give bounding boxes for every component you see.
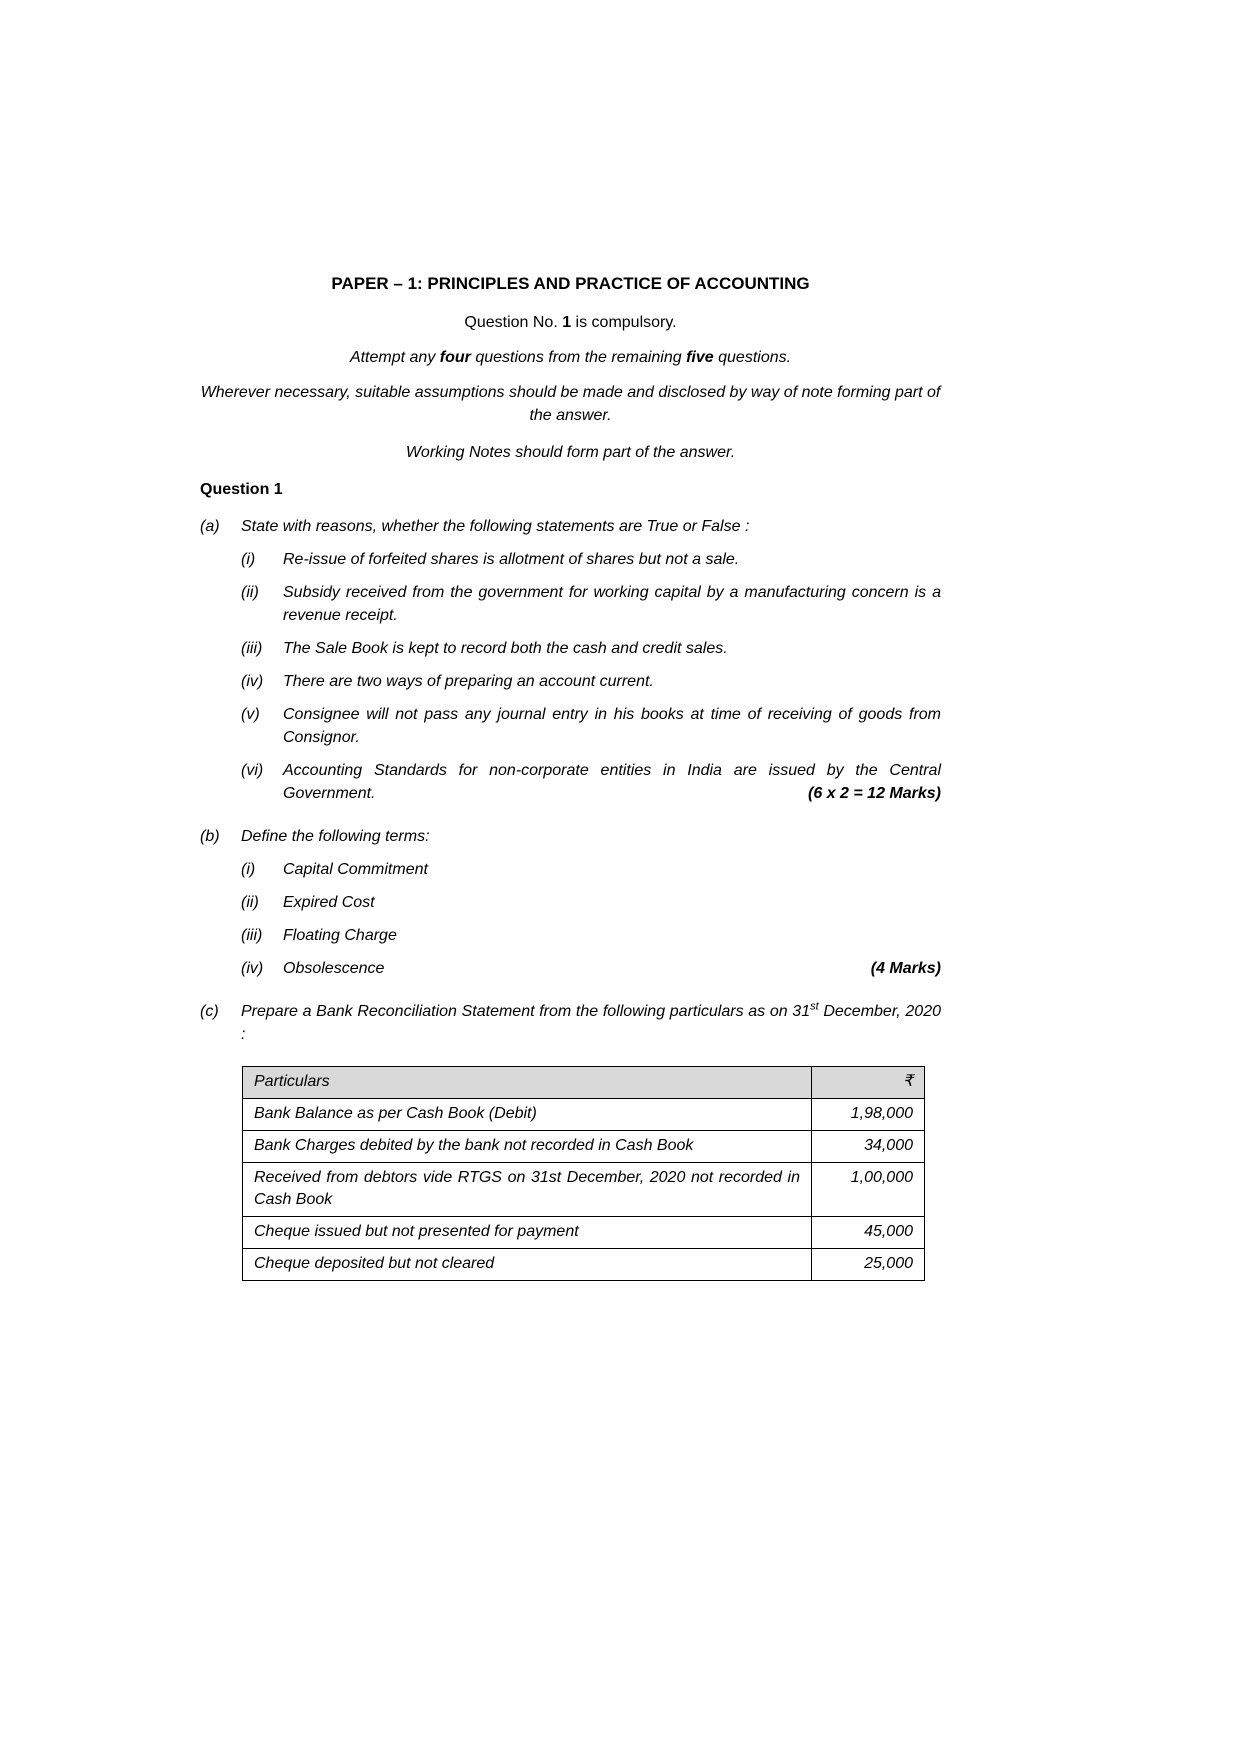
part-a-intro: State with reasons, whether the following statements are True or False : (241, 518, 750, 535)
item-text: Subsidy received from the government for working capital by a manufacturing concern is a revenue receipt. (283, 584, 941, 624)
term-item-iv (241, 957, 941, 980)
item-label: (v) (241, 706, 260, 723)
attempt-p1: Attempt any (349, 349, 440, 366)
table-header-row (243, 1067, 925, 1099)
part-b-intro: Define the following terms: (241, 828, 430, 845)
table-row (243, 1163, 925, 1217)
compulsory-number: 1 (562, 314, 572, 331)
statement-item-ii (241, 581, 941, 627)
cell-particulars: Received from debtors vide RTGS on 31st December, 2020 not recorded in Cash Book (243, 1163, 812, 1217)
cell-particulars: Cheque deposited but not cleared (243, 1249, 812, 1281)
item-label: (i) (241, 861, 256, 878)
item-text-wrap (283, 759, 941, 805)
header-rupee-symbol: ₹ (812, 1067, 925, 1099)
part-b (200, 825, 941, 990)
item-label: (ii) (241, 584, 259, 601)
header-particulars: Particulars (243, 1067, 812, 1099)
part-c-intro (241, 1000, 941, 1046)
attempt-p3: questions. (713, 349, 792, 366)
attempt-five: five (686, 349, 714, 366)
compulsory-line (200, 311, 941, 334)
table-row (243, 1217, 925, 1249)
page-content (200, 272, 941, 1281)
cell-amount: 25,000 (812, 1249, 925, 1281)
cell-amount: 1,98,000 (812, 1099, 925, 1131)
compulsory-pre: Question No. (464, 314, 563, 331)
part-b-body (241, 825, 941, 990)
question-1-heading: Question 1 (200, 481, 283, 498)
item-text: Floating Charge (283, 927, 397, 944)
table-row (243, 1099, 925, 1131)
ordinal-superscript: st (810, 1000, 819, 1013)
part-b-label: (b) (200, 828, 220, 845)
item-text: Accounting Standards for non-corporate entities in India are issued by the Central Government. (283, 762, 941, 802)
term-item-ii (241, 891, 941, 914)
item-text: Re-issue of forfeited shares is allotment of shares but not a sale. (283, 551, 740, 568)
item-label: (vi) (241, 762, 264, 779)
part-a (200, 515, 941, 815)
item-text: Capital Commitment (283, 861, 428, 878)
attempt-four: four (439, 349, 471, 366)
part-b-marks: (4 Marks) (870, 960, 941, 977)
part-c-intro-text-2: December, 2020 : (241, 1003, 941, 1043)
table-row (243, 1249, 925, 1281)
part-c-body (241, 1000, 941, 1056)
cell-particulars: Bank Charges debited by the bank not recorded in Cash Book (243, 1131, 812, 1163)
assumptions-note: Wherever necessary, suitable assumptions should be made and disclosed by way of note forming part of the answer. (200, 384, 941, 424)
item-text: Consignee will not pass any journal entry in his books at time of receiving of goods from Consignor. (283, 706, 941, 746)
bank-reconciliation-table (242, 1066, 925, 1281)
item-text: Expired Cost (283, 894, 375, 911)
part-c-intro-text: Prepare a Bank Reconciliation Statement from the following particulars as on 31 (241, 1003, 811, 1020)
cell-amount: 45,000 (812, 1217, 925, 1249)
part-a-label: (a) (200, 518, 220, 535)
statement-item-vi (241, 759, 941, 805)
item-text: Obsolescence (283, 960, 385, 977)
compulsory-post: is compulsory. (571, 314, 677, 331)
part-c (200, 1000, 941, 1056)
working-notes-note: Working Notes should form part of the answer. (405, 444, 736, 461)
term-item-iii (241, 924, 941, 947)
attempt-p2: questions from the remaining (470, 349, 687, 366)
table-row (243, 1131, 925, 1163)
item-label: (iii) (241, 927, 263, 944)
cell-particulars: Cheque issued but not presented for payment (243, 1217, 812, 1249)
statement-item-iv (241, 670, 941, 693)
item-label: (iv) (241, 673, 264, 690)
statement-item-i (241, 548, 941, 571)
paper-title: PAPER – 1: PRINCIPLES AND PRACTICE OF ACCOUNTING (331, 274, 810, 293)
statement-item-v (241, 703, 941, 749)
item-label: (iv) (241, 960, 264, 977)
term-item-i (241, 858, 941, 881)
item-label: (i) (241, 551, 256, 568)
item-label: (ii) (241, 894, 259, 911)
attempt-line (200, 346, 941, 369)
item-text-wrap (283, 957, 941, 980)
cell-amount: 34,000 (812, 1131, 925, 1163)
statement-item-iii (241, 637, 941, 660)
part-c-label: (c) (200, 1003, 219, 1020)
part-a-body (241, 515, 941, 815)
item-text: There are two ways of preparing an account current. (283, 673, 654, 690)
item-label: (iii) (241, 640, 263, 657)
part-a-marks: (6 x 2 = 12 Marks) (808, 785, 941, 802)
cell-particulars: Bank Balance as per Cash Book (Debit) (243, 1099, 812, 1131)
item-text: The Sale Book is kept to record both the cash and credit sales. (283, 640, 728, 657)
cell-amount: 1,00,000 (812, 1163, 925, 1217)
